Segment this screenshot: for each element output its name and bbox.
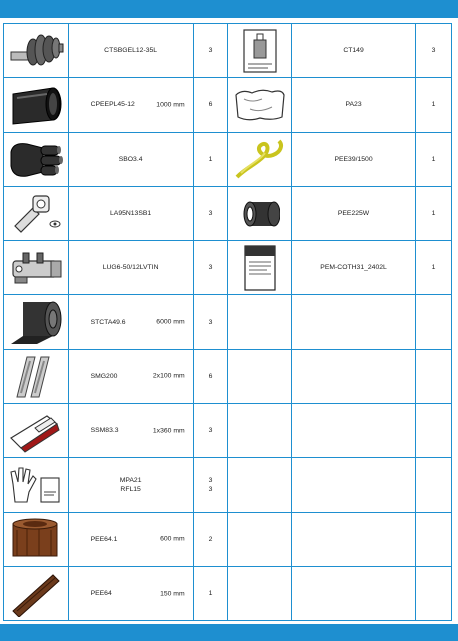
item-image [4,295,69,349]
item-image [228,186,292,240]
heat-shrink-tube-icon [7,84,65,126]
table-row [4,132,452,186]
item-image [4,186,69,240]
item-length: 150 mm [160,590,185,598]
item-image [4,458,69,512]
breakout-boot-icon [7,138,65,180]
item-description [68,241,193,295]
item-qty: 1 [416,78,452,132]
item-code: SMG200 [90,372,118,380]
item-qty: 3 [208,477,213,485]
cable-lug-icon [7,192,65,236]
gloves-and-cleaning-pad-icon [7,462,65,508]
item-description [68,132,193,186]
item-qty: 1 [416,132,452,186]
item-image [4,566,69,620]
table-row [4,512,452,566]
table-row [4,295,452,349]
item-description [68,349,193,403]
item-length: 2x100 mm [152,372,185,380]
item-qty: 1 [416,241,452,295]
item-qty: 1 [193,566,228,620]
item-code: PEE39/1500 [292,132,416,186]
table-row [4,566,452,620]
item-description [68,566,193,620]
mastic-strip-icon [7,353,65,399]
sealing-mastic-icon [7,408,65,454]
item-image [228,241,292,295]
item-description [68,458,193,512]
item-qty: 1 [193,132,228,186]
instruction-card-icon [240,28,280,74]
item-code: CPEEPL45-12 [90,101,135,109]
table-row [4,241,452,295]
item-qty: 3 [193,404,228,458]
item-qty: 6 [193,78,228,132]
item-image [4,349,69,403]
mesh-roll-icon [7,516,65,562]
item-code: LA95N13SB1 [110,210,152,218]
item-image [4,78,69,132]
tape-roll-icon [7,298,65,346]
item-qty [193,458,228,512]
item-code [69,476,193,494]
item-description [68,404,193,458]
item-image [4,512,69,566]
item-description [68,186,193,240]
item-code: PEE225W [292,186,416,240]
item-code: PEM-COTH31_2402L [292,241,416,295]
item-code: CTSBGEL12-35L [104,47,158,55]
item-image [4,132,69,186]
item-image [228,78,292,132]
item-code: PEE64 [90,590,112,598]
item-image [4,404,69,458]
item-description [68,24,193,78]
item-qty: 1 [416,186,452,240]
table-row [4,349,452,403]
table-row [4,24,452,78]
table-row [4,458,452,512]
item-code: LUG6-50/12LVTIN [102,264,159,272]
table-row [4,78,452,132]
item-code: RFL15 [120,486,141,494]
item-length: 600 mm [160,535,185,543]
header-band [0,0,458,18]
kit-contents-table [3,23,452,621]
tape-roll-icon [240,196,280,232]
item-description [68,512,193,566]
mechanical-lug-icon [7,247,65,289]
instruction-booklet-icon [241,244,279,292]
table-row [4,404,452,458]
item-qty: 3 [193,186,228,240]
footer-band [0,624,458,641]
plastic-bag-icon [232,85,288,125]
item-image [4,24,69,78]
item-image [4,241,69,295]
item-qty: 3 [416,24,452,78]
item-description [68,295,193,349]
item-image [228,24,292,78]
item-description [68,78,193,132]
item-length: 1000 mm [156,101,185,109]
item-qty: 3 [208,486,213,494]
strip-icon [7,571,65,617]
item-length: 6000 mm [156,318,185,326]
item-code: CT149 [292,24,416,78]
item-code: MPA21 [119,477,142,485]
item-qty: 3 [193,295,228,349]
coiled-wire-icon [233,137,287,181]
item-length: 1x360 mm [152,427,185,435]
item-qty: 3 [193,24,228,78]
item-code: SBO3.4 [118,155,143,163]
item-code: STCTA49.6 [90,318,126,326]
table-row [4,186,452,240]
item-code: SSM83.3 [90,427,119,435]
item-code: PA23 [292,78,416,132]
item-qty: 6 [193,349,228,403]
item-qty: 3 [193,241,228,295]
item-image [228,132,292,186]
item-code: PEE64.1 [90,535,118,543]
item-qty: 2 [193,512,228,566]
gel-cable-seal-icon [7,30,65,72]
